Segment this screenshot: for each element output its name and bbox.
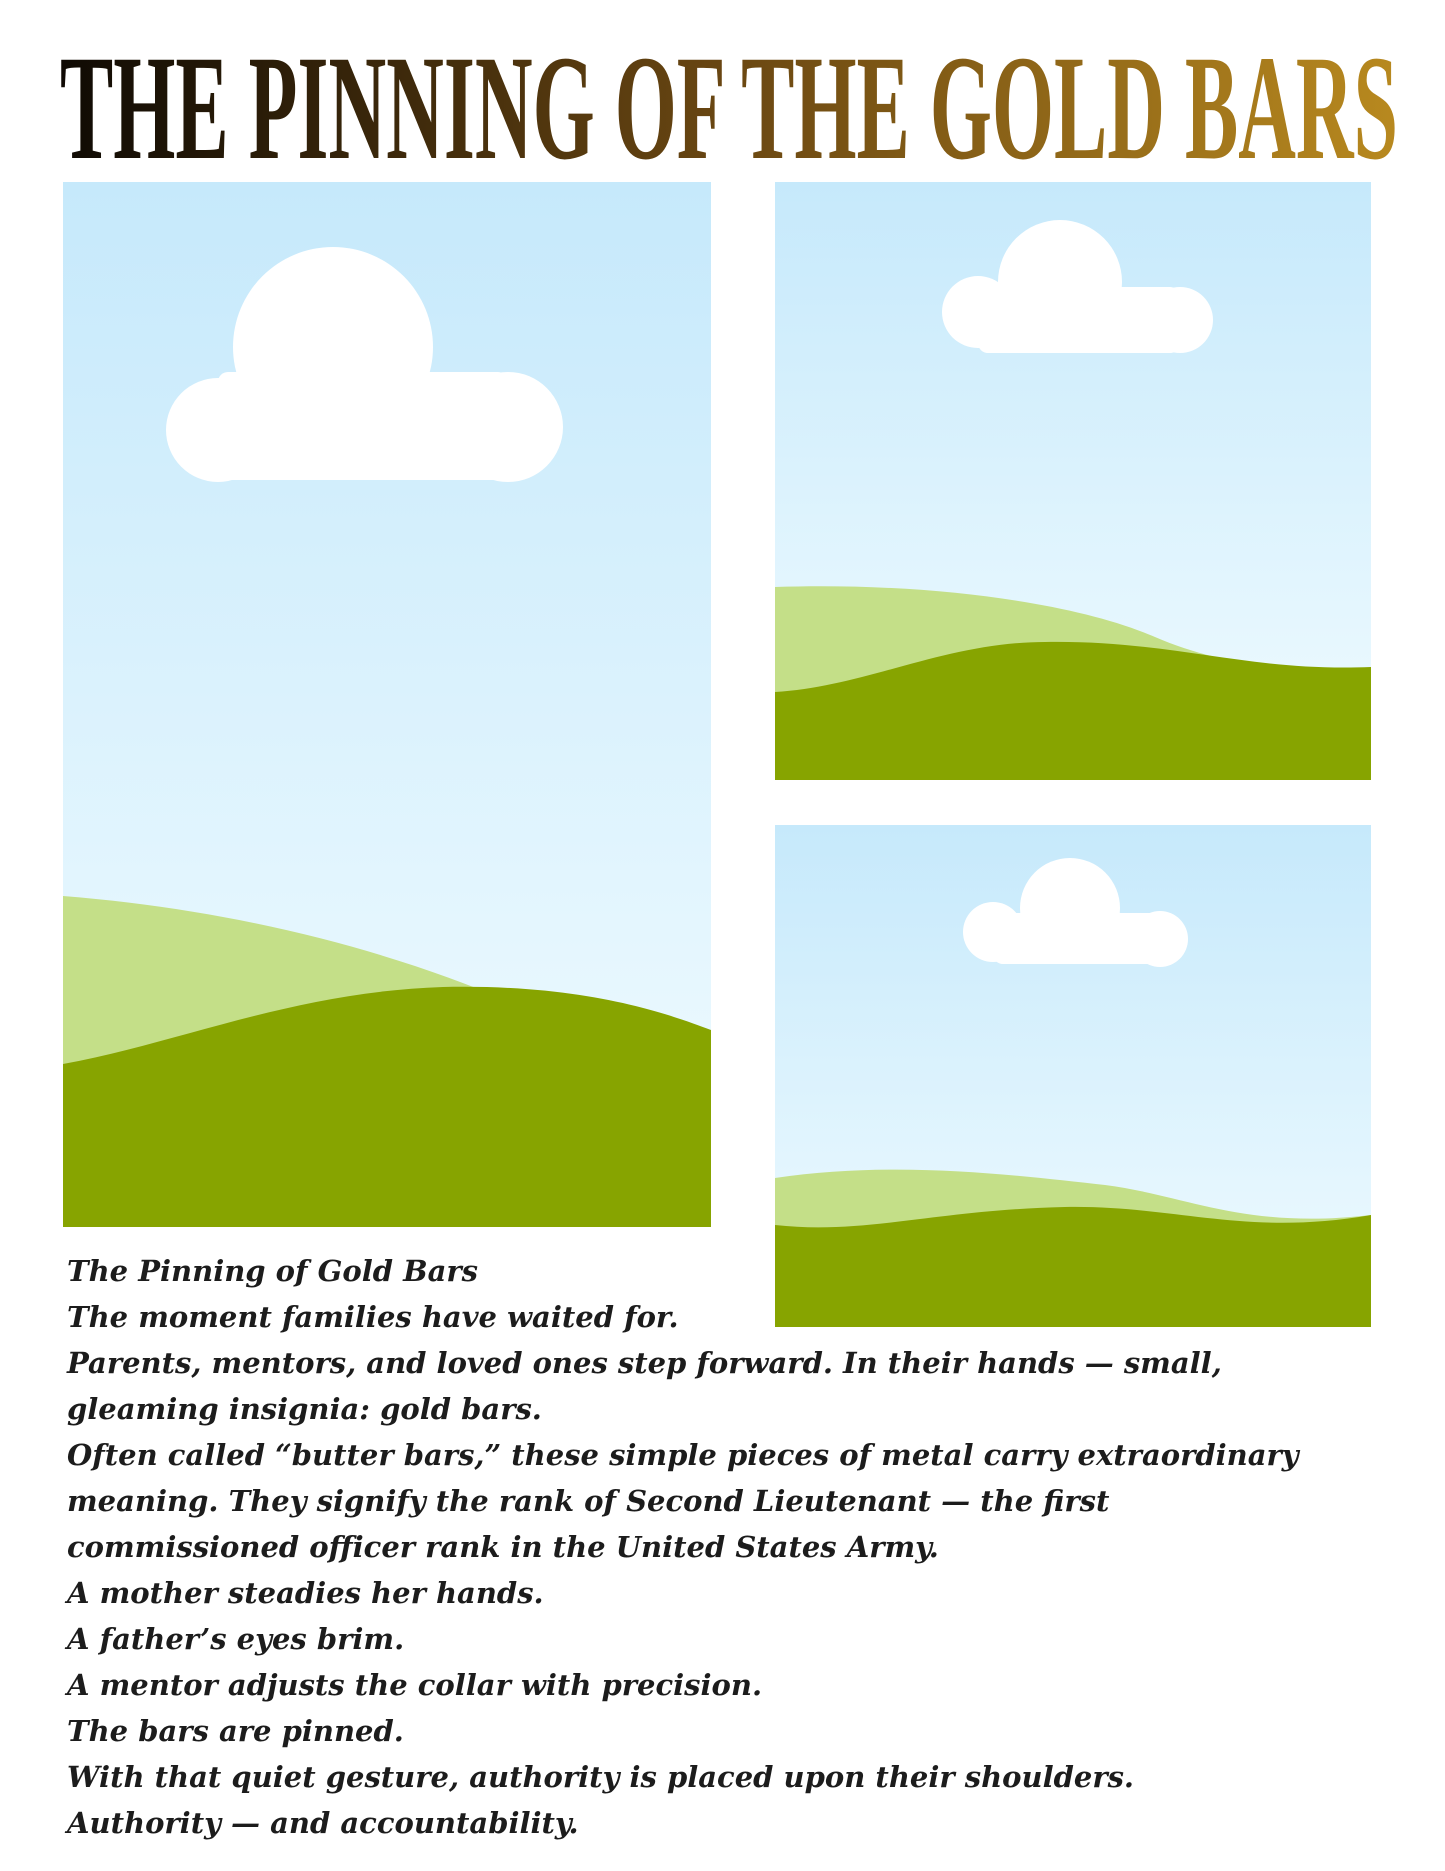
article-paragraph: With that quiet gesture, authority is placed upon their shoulders. [67, 1760, 1135, 1794]
article-paragraph: A mother steadies her hands. [67, 1576, 544, 1610]
title-graphic [60, 30, 1400, 180]
article-paragraph: Authority — and accountability. [67, 1806, 579, 1840]
article-paragraph: Parents, mentors, and loved ones step forward. In their hands — small, gleaming insignia: gold bars. [67, 1346, 1222, 1426]
article-lead: The moment families have waited for. [67, 1300, 679, 1334]
page-title [60, 30, 1400, 180]
article-body [67, 1248, 1397, 1846]
article-paragraph: The bars are pinned. [67, 1714, 404, 1748]
article-paragraph: A mentor adjusts the collar with precision. [67, 1668, 763, 1702]
article-paragraph: Often called “butter bars,” these simple pieces of metal carry extraordinary meaning. They signify the rank of Second Lieutenant — the first commissioned officer rank in the United States Army. [67, 1438, 1299, 1564]
photo-placeholder-top-right [775, 182, 1371, 780]
article-paragraph: A father’s eyes brim. [67, 1622, 405, 1656]
photo-placeholder-large [63, 182, 711, 1227]
article-heading: The Pinning of Gold Bars [67, 1254, 478, 1288]
page-title-text: THE PINNING OF THE GOLD BARS [60, 30, 1399, 180]
